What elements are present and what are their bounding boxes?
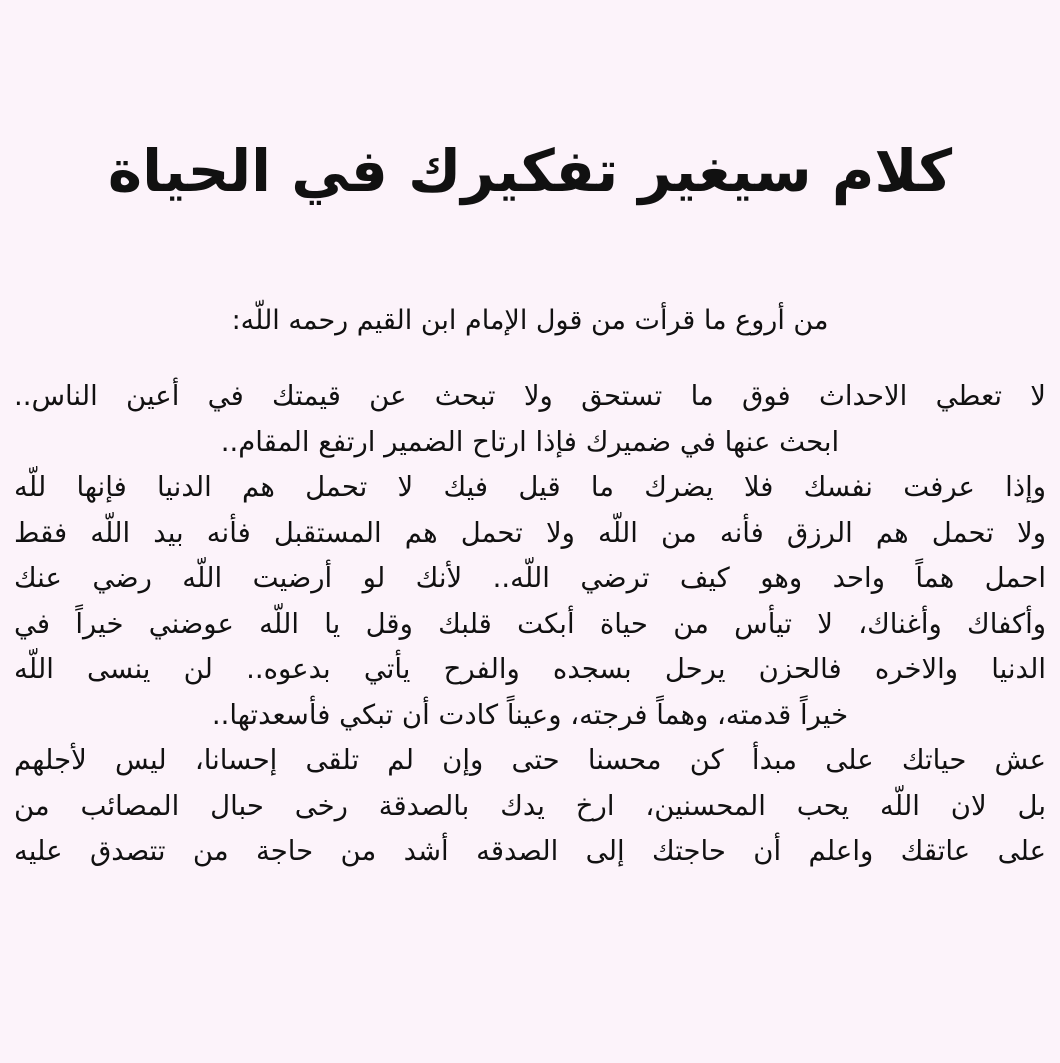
text-line: وأكفاك وأغناك، لا تيأس من حياة أبكت قلبك وقل يا اللّه عوضني خيراً في: [14, 607, 1046, 640]
text-line: عش حياتك على مبدأ كن محسنا حتى وإن لم تلقى إحسانا، ليس لأجلهم: [14, 744, 1046, 776]
page-title: كلام سيغير تفكيرك في الحياة: [107, 137, 953, 205]
text-line: بل لان اللّه يحب المحسنين، ارخ يدك بالصدقة رخى حبال المصائب من: [14, 789, 1046, 822]
quote-body: [14, 374, 1046, 875]
text-line: خيراً قدمته، وهماً فرجته، وعيناً كادت أن تبكي فأسعدتها..: [211, 698, 849, 731]
text-line: ولا تحمل هم الرزق فأنه من اللّه ولا تحمل هم المستقبل فأنه بيد اللّه فقط: [14, 516, 1046, 549]
text-line: وإذا عرفت نفسك فلا يضرك ما قيل فيك لا تحمل هم الدنيا فإنها للّه: [14, 471, 1046, 503]
text-line: ابحث عنها في ضميرك فإذا ارتاح الضمير ارتفع المقام..: [220, 425, 840, 458]
text-line: الدنيا والاخره فالحزن يرحل بسجده والفرح يأتي بدعوه.. لن ينسى اللّه: [14, 653, 1046, 685]
text-line: على عاتقك واعلم أن حاجتك إلى الصدقه أشد من حاجة من تتصدق عليه: [14, 835, 1046, 867]
text-line: احمل هماً واحد وهو كيف ترضي اللّه.. لأنك لو أرضيت اللّه رضي عنك: [14, 562, 1046, 594]
text-line: لا تعطي الاحداث فوق ما تستحق ولا تبحث عن قيمتك في أعين الناس..: [14, 380, 1046, 412]
intro-line: من أروع ما قرأت من قول الإمام ابن القيم رحمه اللّه:: [231, 305, 829, 336]
